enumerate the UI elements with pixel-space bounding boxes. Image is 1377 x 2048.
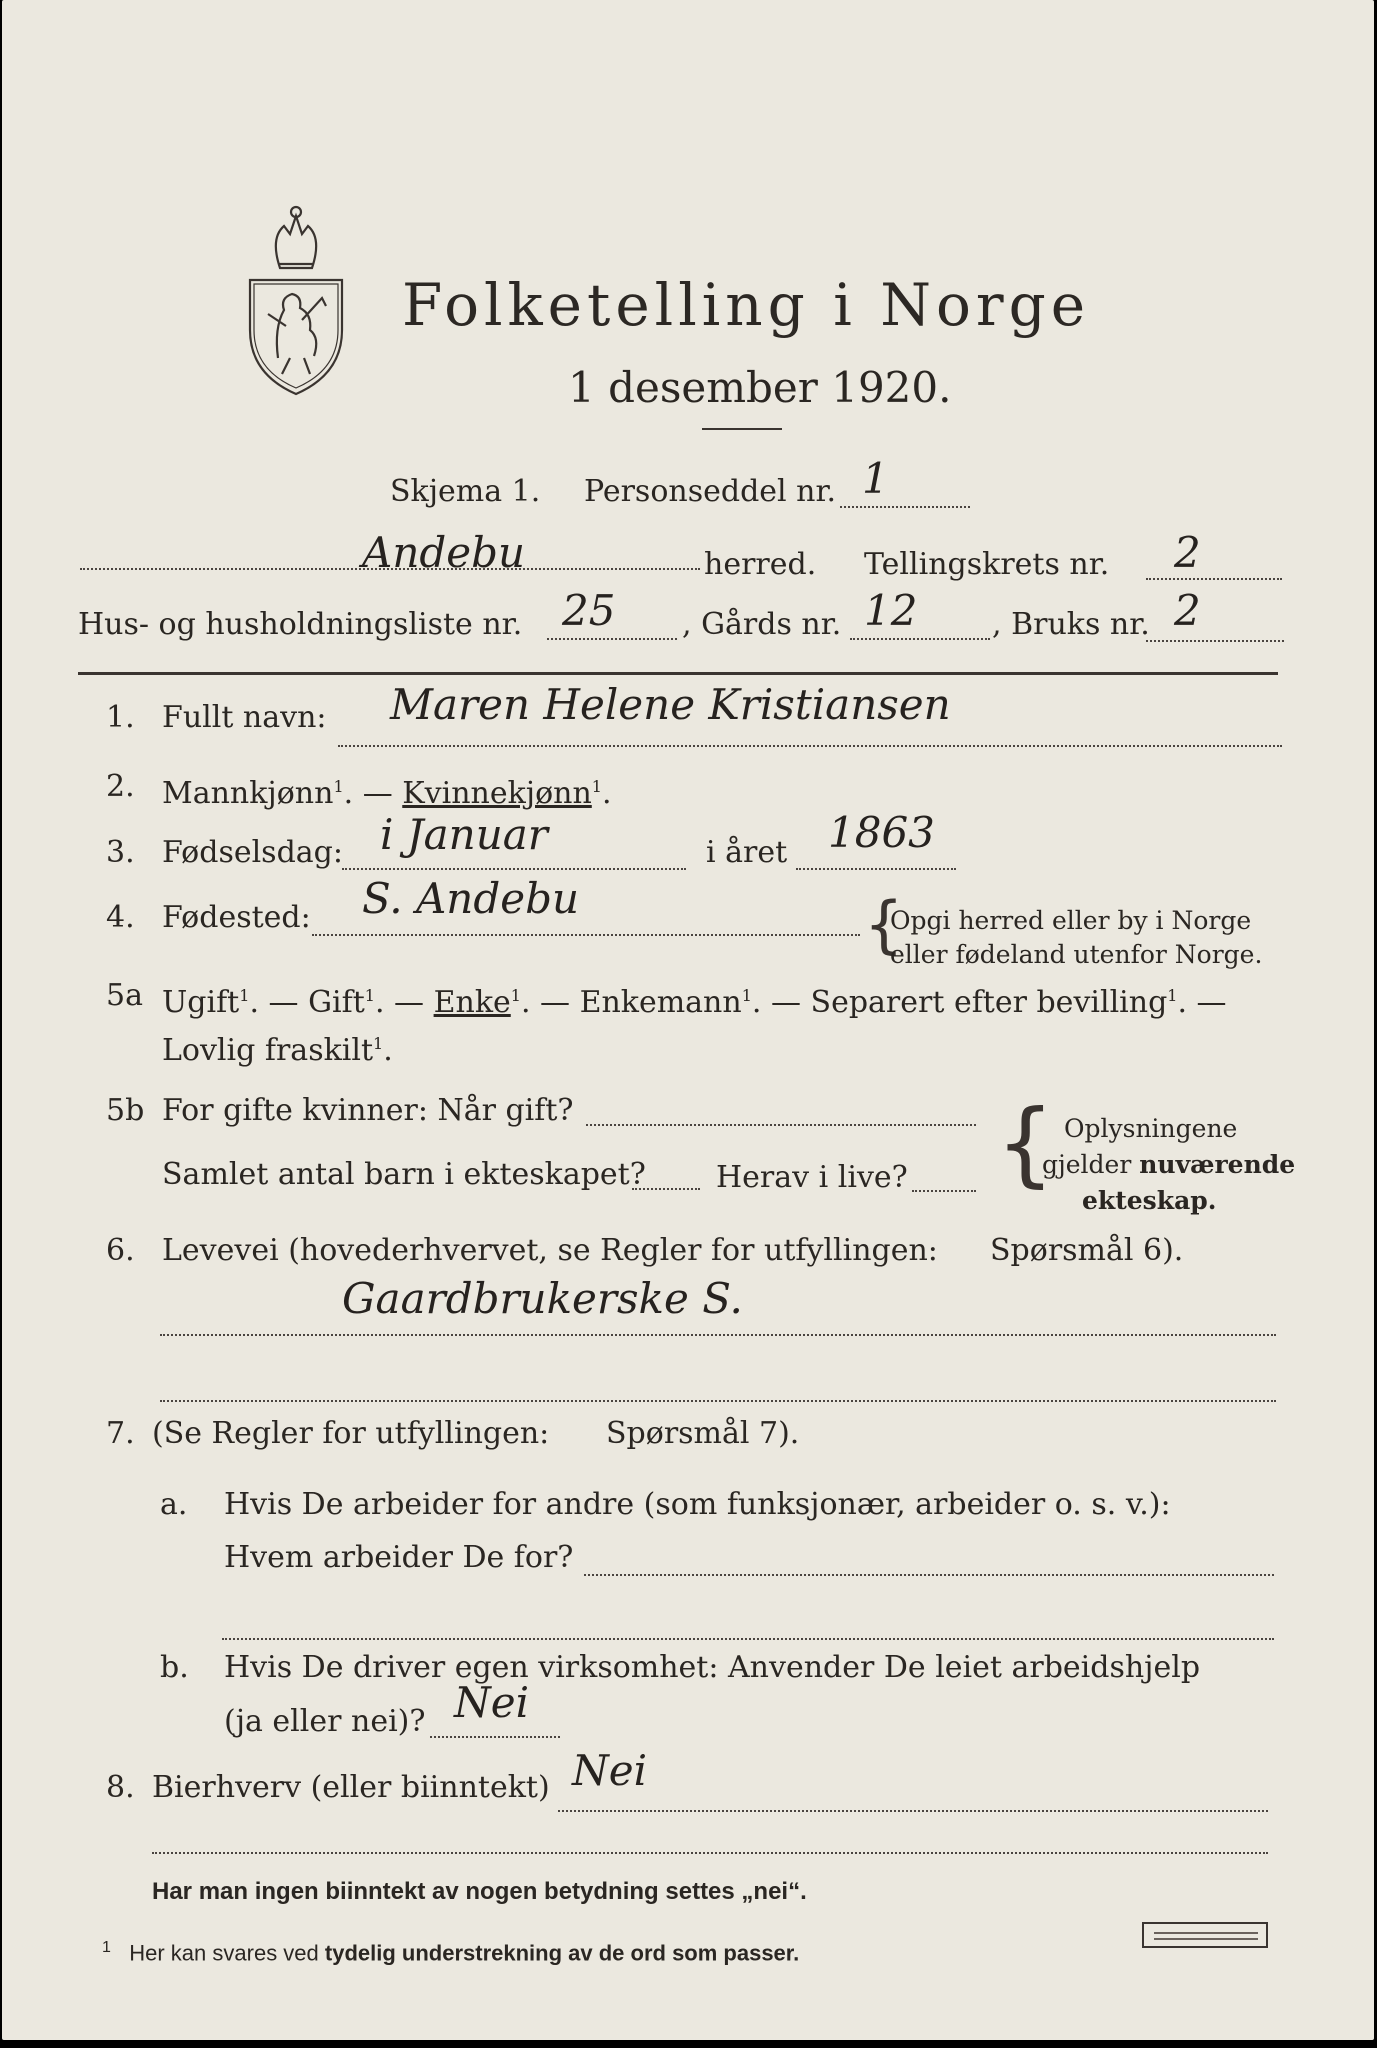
occupation-line-2 <box>160 1400 1276 1402</box>
married-when-line <box>586 1124 976 1126</box>
q2-sex-options: Mannkjønn$^1$. — Kvinnekjønn$^1$. <box>162 776 612 811</box>
birthplace-note-2: eller fødeland utenfor Norge. <box>890 940 1263 969</box>
side-income-line-2 <box>152 1852 1268 1854</box>
q3-number: 3. <box>106 835 135 870</box>
header-divider <box>78 672 1278 675</box>
gards-label: , Gårds nr. <box>682 607 842 642</box>
q6-label: Levevei (hovederhvervet, se Regler for utfyllingen: <box>162 1233 938 1268</box>
side-income-value: Nei <box>572 1746 648 1795</box>
hus-label: Hus- og husholdningsliste nr. <box>78 607 523 642</box>
children-line <box>632 1188 700 1190</box>
female-option: Kvinnekjønn <box>402 776 592 811</box>
occupation-line-1 <box>160 1334 1276 1336</box>
lovlig-fraskilt-option: Lovlig fraskilt$^1$. <box>162 1033 393 1068</box>
full-name-value: Maren Helene Kristiansen <box>390 680 951 729</box>
birthplace-line <box>312 934 860 936</box>
q1-label: Fullt navn: <box>162 700 327 735</box>
year-label: i året <box>706 835 788 870</box>
hus-line <box>547 638 677 640</box>
employer-line-1 <box>584 1574 1274 1576</box>
bruks-label: , Bruks nr. <box>992 607 1150 642</box>
herred-line <box>80 568 700 570</box>
gards-value: 12 <box>864 586 918 635</box>
male-option: Mannkjønn <box>162 776 334 811</box>
skjema-label: Skjema 1. <box>390 474 541 509</box>
gift-option: Gift <box>308 985 365 1020</box>
form-title: Folketelling i Norge <box>402 271 1091 339</box>
hired-help-line <box>430 1736 560 1738</box>
q5b-note-3: ekteskap. <box>1082 1186 1217 1215</box>
children-label: Samlet antal barn i ekteskapet? <box>162 1157 646 1192</box>
hus-value: 25 <box>562 586 616 635</box>
personseddel-line <box>840 506 970 508</box>
side-income-line-1 <box>558 1810 1268 1812</box>
divider <box>702 428 782 430</box>
coat-of-arms-icon <box>240 198 352 398</box>
tellingskrets-line <box>1146 578 1282 580</box>
tellingskrets-label: Tellingskrets nr. <box>864 547 1110 582</box>
q6-number: 6. <box>106 1233 135 1268</box>
q7-label: (Se Regler for utfyllingen: <box>152 1416 550 1451</box>
q4-number: 4. <box>106 900 135 935</box>
brace: { <box>996 1090 1055 1197</box>
q7-label-end: Spørsmål 7). <box>606 1416 800 1451</box>
ugift-option: Ugift <box>162 985 240 1020</box>
q7a-question: Hvem arbeider De for? <box>224 1540 574 1575</box>
q7b-letter: b. <box>160 1650 189 1685</box>
bruks-value: 2 <box>1174 586 1201 635</box>
occupation-value: Gaardbrukerske S. <box>342 1274 743 1323</box>
printer-stamp <box>1142 1922 1268 1948</box>
birth-year-line <box>796 868 956 870</box>
census-date: 1 desember 1920. <box>568 363 952 412</box>
tellingskrets-value: 2 <box>1174 528 1201 577</box>
q7a-text: Hvis De arbeider for andre (som funksjonær, arbeider o. s. v.): <box>224 1487 1171 1522</box>
census-form <box>2 0 1374 2040</box>
q3-label: Fødselsdag: <box>162 835 343 870</box>
q5b-number: 5b <box>106 1093 145 1128</box>
q6-label-end: Spørsmål 6). <box>990 1233 1184 1268</box>
separert-option: Separert efter bevilling <box>810 985 1168 1020</box>
alive-label: Herav i live? <box>716 1160 908 1195</box>
q8-label: Bierhverv (eller biinntekt) <box>152 1770 550 1805</box>
employer-line-2 <box>222 1638 1274 1640</box>
q1-number: 1. <box>106 700 135 735</box>
brace: { <box>864 888 904 961</box>
alive-line <box>912 1190 976 1192</box>
q5b-note-1: Oplysningene <box>1064 1114 1238 1143</box>
footer-note: Har man ingen biinntekt av nogen betydning settes „nei“. <box>152 1878 807 1905</box>
footnote: $^1$ Her kan svares ved tydelig understrekning av de ord som passer. <box>102 1939 800 1966</box>
enke-option: Enke <box>433 985 511 1020</box>
q7b-question: (ja eller nei)? <box>224 1704 426 1739</box>
birthday-line <box>342 868 686 870</box>
q7b-text: Hvis De driver egen virksomhet: Anvender De leiet arbeidshjelp <box>224 1650 1201 1685</box>
q8-number: 8. <box>106 1770 135 1805</box>
personseddel-label: Personseddel nr. <box>584 474 837 509</box>
enkemann-option: Enkemann <box>579 985 742 1020</box>
herred-value: Andebu <box>362 528 526 577</box>
gards-line <box>850 638 990 640</box>
personseddel-value: 1 <box>862 454 889 503</box>
birthplace-value: S. Andebu <box>362 874 580 923</box>
birthday-value: i Januar <box>380 810 548 859</box>
marital-status-options: Ugift$^1$. — Gift$^1$. — Enke$^1$. — Enkemann$^1$. — Separert efter bevilling$^1$. — <box>162 985 1227 1020</box>
q5a-number: 5a <box>106 978 143 1013</box>
full-name-line <box>338 745 1282 747</box>
birthplace-note-1: Opgi herred eller by i Norge <box>890 906 1252 935</box>
q5b-label: For gifte kvinner: Når gift? <box>162 1093 574 1128</box>
q7-number: 7. <box>106 1416 135 1451</box>
q5b-note-2: gjelder nuværende <box>1042 1150 1296 1179</box>
herred-label: herred. <box>704 547 817 582</box>
q7a-letter: a. <box>160 1487 188 1522</box>
q2-number: 2. <box>106 769 135 804</box>
birth-year-value: 1863 <box>828 808 935 857</box>
hired-help-value: Nei <box>454 1678 530 1727</box>
q4-label: Fødested: <box>162 900 311 935</box>
bruks-line <box>1146 640 1284 642</box>
